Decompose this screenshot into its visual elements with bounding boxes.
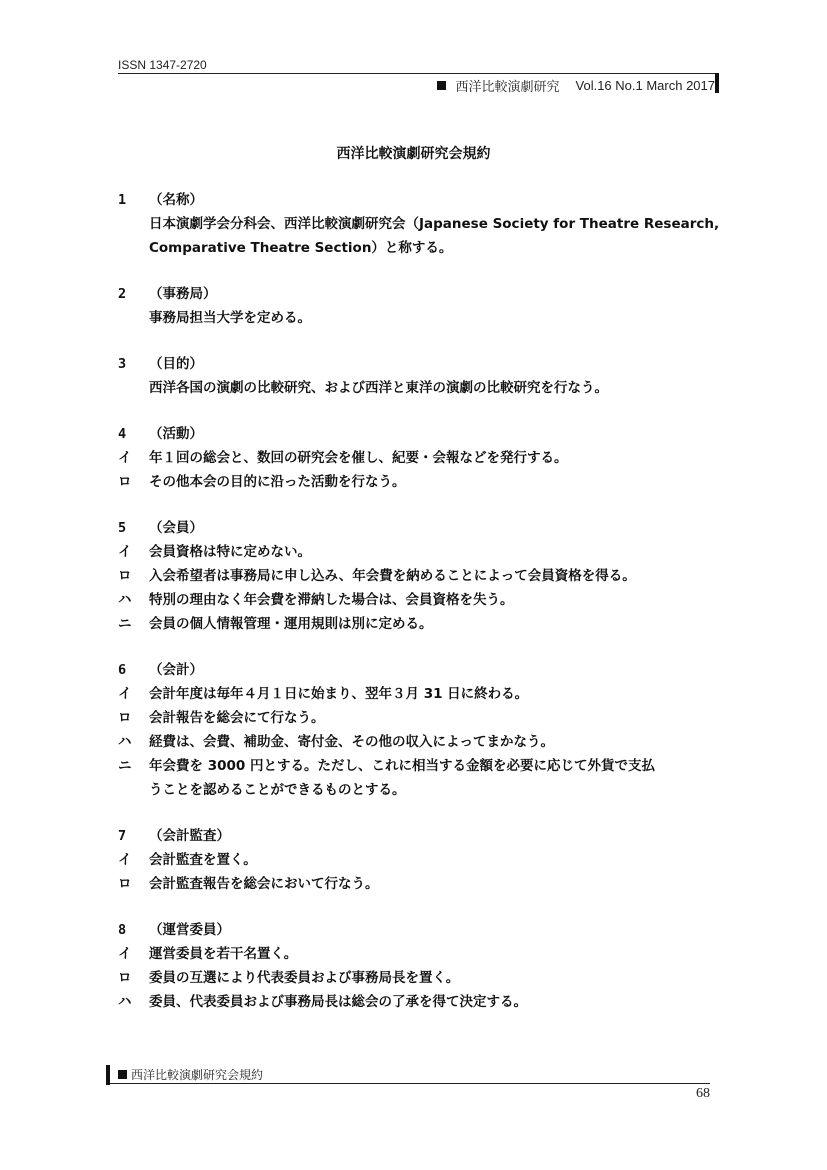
section-heading: （事務局）	[149, 286, 217, 302]
clause-text: 運営委員を若干名置く。	[149, 946, 298, 962]
clause-text: Comparative Theatre Section）と称する。	[149, 240, 453, 256]
header-rule	[118, 73, 718, 74]
rule-section	[118, 918, 718, 1014]
section-number: 7	[118, 828, 127, 844]
section-heading: （会計）	[149, 662, 203, 678]
clause-row	[118, 376, 718, 400]
section-heading: （会員）	[149, 520, 203, 536]
clause-row	[118, 306, 718, 330]
rule-section	[118, 516, 718, 636]
clause-row	[118, 588, 718, 612]
clause-marker: ハ	[118, 592, 132, 608]
clause-text: 西洋各国の演劇の比較研究、および西洋と東洋の演劇の比較研究を行なう。	[149, 380, 608, 396]
clause-marker: イ	[118, 686, 132, 702]
clause-row	[118, 872, 718, 896]
clause-marker	[118, 212, 149, 236]
rules-body	[118, 188, 718, 1036]
section-heading: （運営委員）	[149, 922, 230, 938]
square-bullet-icon	[437, 81, 446, 90]
section-heading: （活動）	[149, 426, 203, 442]
section-heading: （名称）	[149, 192, 203, 208]
journal-name: 西洋比較演劇研究	[455, 80, 560, 95]
clause-row	[118, 564, 718, 588]
document-title: 西洋比較演劇研究会規約	[336, 146, 491, 162]
clause-row	[118, 990, 718, 1014]
square-bullet-icon	[118, 1070, 127, 1079]
clause-row	[118, 446, 718, 470]
running-header	[437, 76, 716, 95]
clause-text: 特別の理由なく年会費を滞納した場合は、会員資格を失う。	[149, 592, 514, 608]
clause-marker: ニ	[118, 616, 132, 632]
rule-section	[118, 824, 718, 896]
clause-row	[118, 778, 718, 802]
clause-marker: ロ	[118, 970, 132, 986]
rule-section	[118, 658, 718, 802]
clause-text: 入会希望者は事務局に申し込み、年会費を納めることによって会員資格を得る。	[149, 568, 636, 584]
clause-text: 委員、代表委員および事務局長は総会の了承を得て決定する。	[149, 994, 527, 1010]
rule-section	[118, 282, 718, 330]
section-number: 3	[118, 356, 127, 372]
clause-marker: イ	[118, 450, 132, 466]
section-number: 5	[118, 520, 127, 536]
section-heading-row	[118, 824, 718, 848]
clause-text: 委員の互選により代表委員および事務局長を置く。	[149, 970, 460, 986]
clause-row	[118, 682, 718, 706]
section-number: 8	[118, 922, 127, 938]
clause-marker: ハ	[118, 734, 132, 750]
section-heading-row	[118, 282, 718, 306]
section-number: 2	[118, 286, 127, 302]
section-heading-row	[118, 422, 718, 446]
section-number: 6	[118, 662, 127, 678]
section-heading-row	[118, 658, 718, 682]
clause-marker: ロ	[118, 568, 132, 584]
clause-marker: イ	[118, 544, 132, 560]
clause-row	[118, 754, 718, 778]
rule-section	[118, 188, 718, 260]
clause-marker: ロ	[118, 474, 132, 490]
clause-text: 会計報告を総会にて行なう。	[149, 710, 325, 726]
section-number: 4	[118, 426, 127, 442]
clause-row	[118, 212, 718, 236]
clause-row	[118, 942, 718, 966]
clause-text: 日本演劇学会分科会、西洋比較演劇研究会（Japanese Society for Theatre Research,	[149, 216, 720, 232]
clause-row	[118, 706, 718, 730]
clause-row	[118, 966, 718, 990]
clause-row	[118, 612, 718, 636]
clause-row	[118, 470, 718, 494]
clause-text: 年１回の総会と、数回の研究会を催し、紀要・会報などを発行する。	[149, 450, 568, 466]
clause-text: 会計監査報告を総会において行なう。	[149, 876, 379, 892]
clause-row	[118, 730, 718, 754]
clause-text: 会計監査を置く。	[149, 852, 257, 868]
clause-row	[118, 236, 718, 260]
section-heading-row	[118, 516, 718, 540]
clause-text: その他本会の目的に沿った活動を行なう。	[149, 474, 406, 490]
clause-row	[118, 540, 718, 564]
section-heading: （会計監査）	[149, 828, 230, 844]
clause-text: 会員資格は特に定めない。	[149, 544, 311, 560]
issn-label: ISSN 1347-2720	[118, 58, 207, 72]
clause-marker	[118, 236, 149, 260]
footer-bar	[106, 1065, 110, 1085]
clause-text: 経費は、会費、補助金、寄付金、その他の収入によってまかなう。	[149, 734, 554, 750]
clause-marker: ロ	[118, 876, 132, 892]
section-number: 1	[118, 192, 127, 208]
clause-text: 年会費を 3000 円とする。ただし、これに相当する金額を必要に応じて外貨で支払	[149, 758, 655, 774]
section-heading-row	[118, 918, 718, 942]
clause-marker: ニ	[118, 758, 132, 774]
clause-marker	[118, 376, 149, 400]
footer-title: 西洋比較演劇研究会規約	[131, 1068, 264, 1082]
running-footer	[118, 1066, 263, 1083]
section-heading: （目的）	[149, 356, 203, 372]
clause-marker: イ	[118, 852, 132, 868]
clause-row	[118, 848, 718, 872]
clause-text: 会員の個人情報管理・運用規則は別に定める。	[149, 616, 433, 632]
section-heading-row	[118, 352, 718, 376]
clause-marker	[118, 778, 149, 802]
clause-text: 会計年度は毎年４月１日に始まり、翌年３月 31 日に終わる。	[149, 686, 529, 702]
journal-volume: Vol.16 No.1 March 2017	[575, 78, 715, 93]
footer-rule	[110, 1083, 710, 1084]
rule-section	[118, 352, 718, 400]
rule-section	[118, 422, 718, 494]
header-bar	[715, 73, 719, 93]
clause-text: うことを認めることができるものとする。	[149, 782, 406, 798]
section-heading-row	[118, 188, 718, 212]
clause-text: 事務局担当大学を定める。	[149, 310, 311, 326]
clause-marker	[118, 306, 149, 330]
clause-marker: イ	[118, 946, 132, 962]
clause-marker: ハ	[118, 994, 132, 1010]
page-number: 68	[696, 1086, 710, 1101]
clause-marker: ロ	[118, 710, 132, 726]
